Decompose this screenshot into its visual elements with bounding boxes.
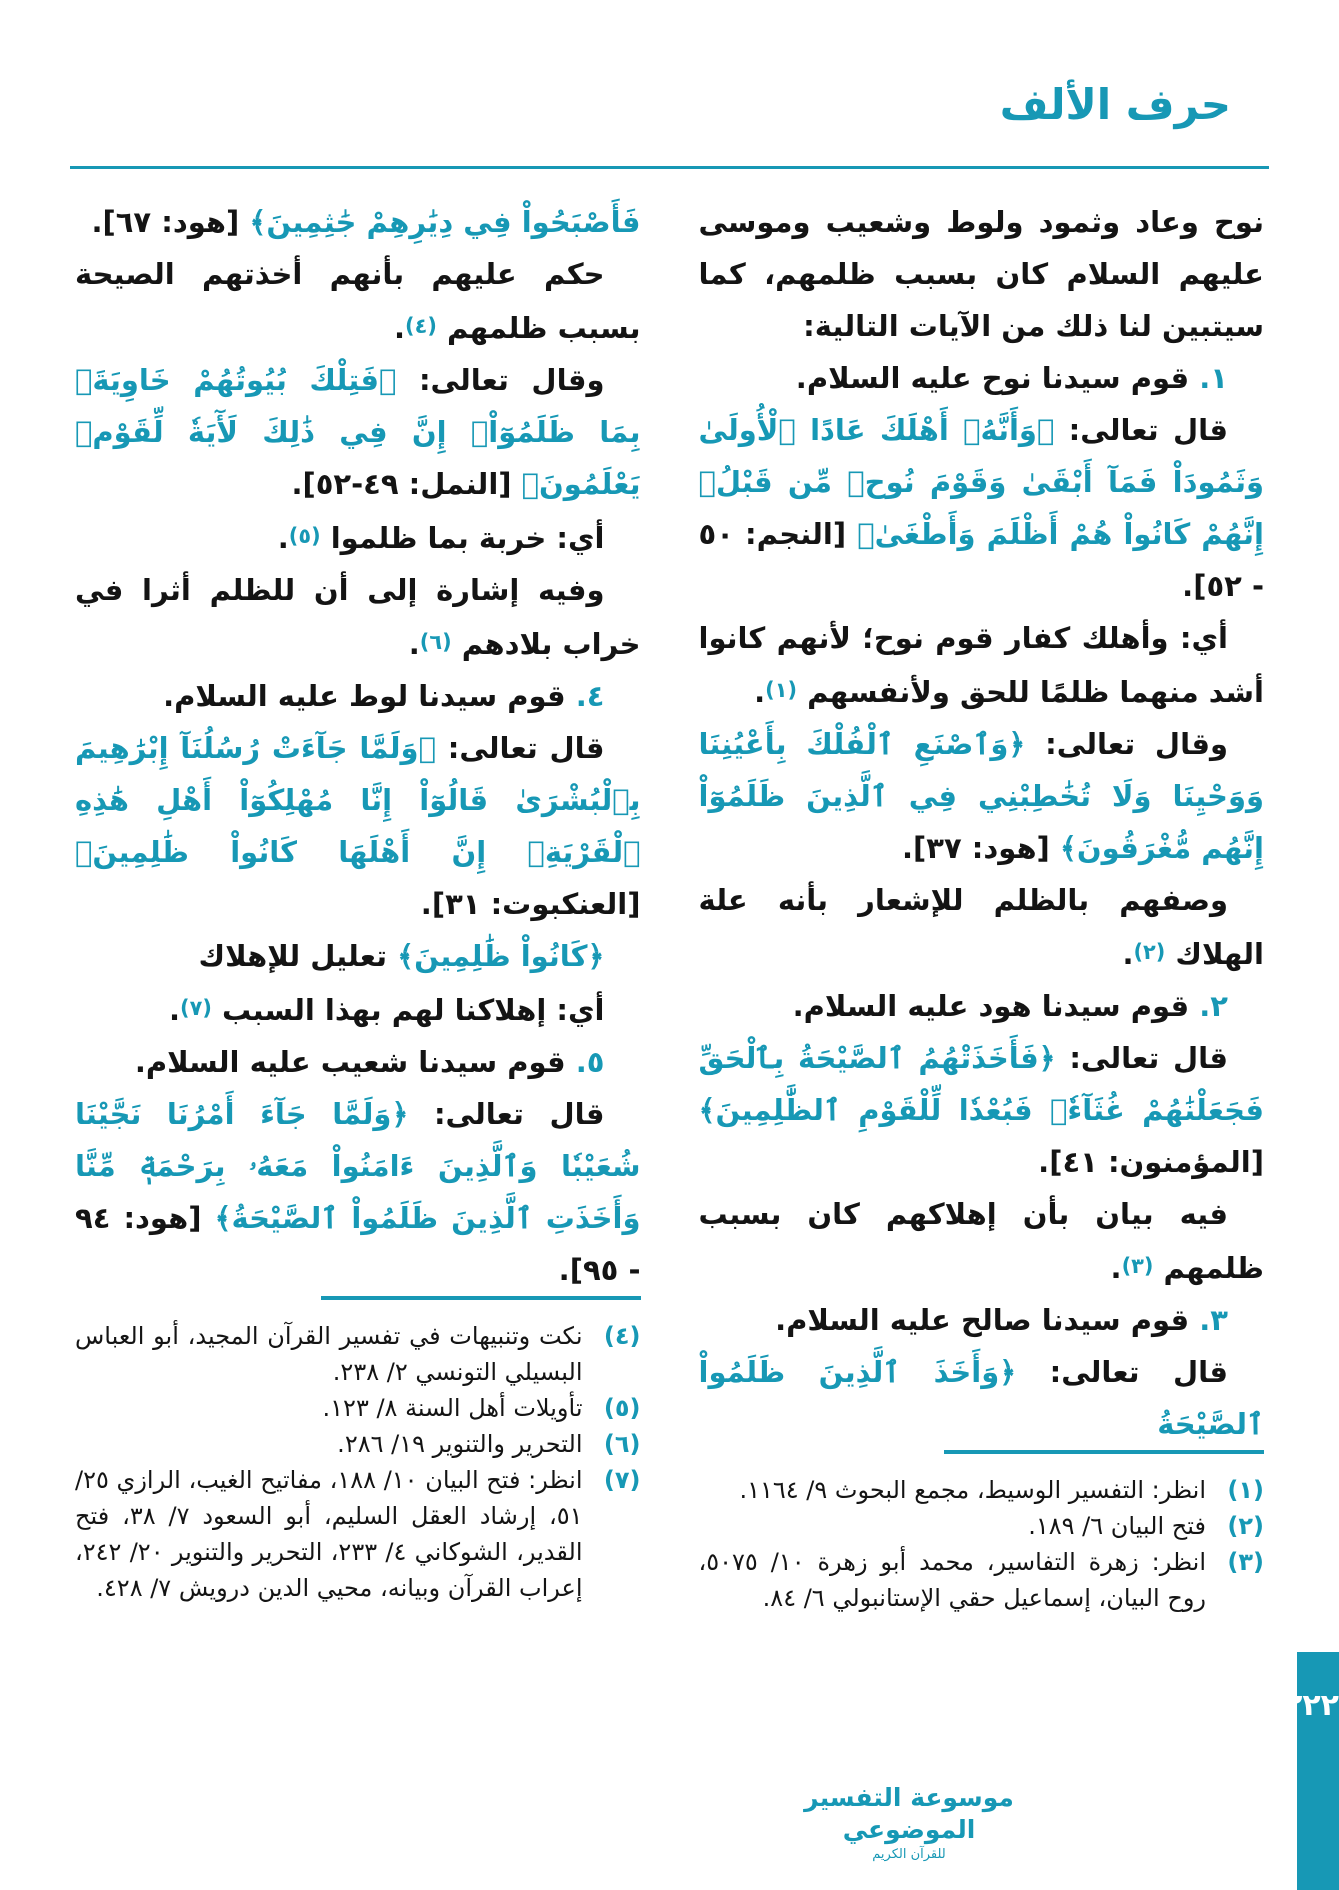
- heading-number: ١.: [1189, 361, 1228, 395]
- right-column: [698, 196, 1265, 1612]
- footnote-item: [699, 1472, 1265, 1508]
- publisher-logo: [799, 1782, 1019, 1864]
- text: .: [394, 311, 406, 345]
- quran-verse: ﴿كَانُواْ ظَٰلِمِينَ﴾: [397, 939, 605, 973]
- heading-number: ٥.: [565, 1045, 605, 1079]
- text: [النجم: ٥٠ - ٥٢].: [698, 517, 1264, 603]
- section-heading: [699, 980, 1265, 1032]
- paragraph: [699, 1032, 1265, 1188]
- footnote-number: (٥): [603, 1394, 641, 1422]
- footnote-number: (١): [1227, 1476, 1264, 1504]
- paragraph: [75, 722, 641, 930]
- footnote-item: [75, 1390, 641, 1426]
- quran-verse: فَأَصْبَحُواْ فِي دِيَٰرِهِمْ جَٰثِمِينَ﴾: [249, 205, 641, 239]
- quran-verse: ﴿وَلَمَّا جَآءَتْ رُسُلُنَآ إِبْرَٰهِيمَ بِٱلْبُشْرَىٰ قَالُوٓاْ إِنَّا مُهْلِكُوٓاْ أَهْلِ هَٰذِهِ ٱلْقَرْيَةِۖ إِنَّ أَهْلَهَا كَانُواْ ظَٰلِمِينَ﴾: [75, 731, 641, 869]
- footnote-list: [75, 1318, 641, 1606]
- footnote-number: (٦): [603, 1430, 641, 1458]
- footnote-ref: (٤): [405, 314, 437, 338]
- text: .: [408, 627, 420, 661]
- footnote-text: فتح البيان ٦/ ١٨٩.: [1028, 1512, 1206, 1540]
- heading-number: ٢.: [1189, 989, 1228, 1023]
- footnote-item: [75, 1426, 641, 1462]
- footnote-ref: (٧): [180, 996, 212, 1020]
- header-rule: [70, 166, 1269, 169]
- text: قوم سيدنا هود عليه السلام.: [792, 989, 1190, 1023]
- footnote-text: نكت وتنبيهات في تفسير القرآن المجيد، أبو العباس البسيلي التونسي ٢/ ٢٣٨.: [75, 1322, 583, 1386]
- footnote-ref: (٢): [1133, 940, 1166, 964]
- heading-number: ٤.: [565, 679, 605, 713]
- quran-verse: ﴿وَأَخَذَ ٱلَّذِينَ ظَلَمُواْ ٱلصَّيْحَةُ: [698, 1355, 1264, 1441]
- publisher-logo-subtitle: للقرآن الكريم: [872, 1847, 946, 1862]
- text: قوم سيدنا صالح عليه السلام.: [775, 1303, 1190, 1337]
- paragraph: [75, 1088, 641, 1296]
- text: قال تعالى:: [408, 1097, 605, 1131]
- text: [هود: ٣٧].: [902, 831, 1060, 865]
- footnote-number: (٤): [603, 1322, 641, 1350]
- heading-number: ٣.: [1189, 1303, 1228, 1337]
- text: أي: وأهلك كفار قوم نوح؛ لأنهم كانوا أشد منهما ظلمًا للحق ولأنفسهم: [698, 621, 1264, 709]
- right-column-text: [699, 196, 1265, 1450]
- footnote-item: [699, 1544, 1265, 1616]
- paragraph: [75, 510, 641, 564]
- text: نوح وعاد وثمود ولوط وشعيب وموسى عليهم السلام كان بسبب ظلمهم، كما سيتبين لنا ذلك من الآيات التالية:: [698, 205, 1264, 343]
- paragraph: [699, 404, 1265, 612]
- footnote-separator: [321, 1296, 641, 1300]
- paragraph: [75, 982, 641, 1036]
- paragraph: [75, 196, 641, 248]
- text: قال تعالى:: [1016, 1355, 1228, 1389]
- text: [هود: ٦٧].: [91, 205, 250, 239]
- text: .: [1122, 937, 1134, 971]
- footnote-number: (٣): [1227, 1548, 1264, 1576]
- quran-verse: ﴿وَٱصْنَعِ ٱلْفُلْكَ بِأَعْيُنِنَا وَوَحْيِنَا وَلَا تُخَٰطِبْنِي فِي ٱلَّذِينَ ظَلَمُوٓاْ إِنَّهُم مُّغْرَقُونَ﴾: [698, 727, 1264, 865]
- text: [المؤمنون: ٤١].: [1038, 1145, 1264, 1179]
- text: فيه بيان بأن إهلاكهم كان بسبب ظلمهم: [698, 1197, 1264, 1285]
- paragraph: [699, 718, 1265, 874]
- text: وفيه إشارة إلى أن للظلم أثرا في خراب بلادهم: [75, 573, 641, 661]
- footnote-text: تأويلات أهل السنة ٨/ ١٢٣.: [322, 1394, 583, 1422]
- right-footnotes: [699, 1450, 1265, 1616]
- text: .: [1110, 1251, 1122, 1285]
- page-content: [75, 196, 1264, 1612]
- text: .: [168, 993, 181, 1027]
- text: قال تعالى:: [435, 731, 605, 765]
- footnote-number: (٢): [1227, 1512, 1264, 1540]
- footnote-text: التحرير والتنوير ١٩/ ٢٨٦.: [337, 1430, 583, 1458]
- left-column-text: [75, 196, 641, 1296]
- text: قال تعالى:: [1055, 1041, 1228, 1075]
- footnote-list: [699, 1472, 1265, 1616]
- text: [هود: ٩٤ - ٩٥].: [75, 1201, 641, 1287]
- page-number-strip: [1284, 1652, 1339, 1890]
- paragraph: [75, 564, 641, 670]
- paragraph: [699, 196, 1265, 352]
- text: وقال تعالى:: [396, 363, 605, 397]
- section-heading: [75, 1036, 641, 1088]
- text: .: [277, 521, 289, 555]
- quran-verse: ﴿فَتِلْكَ بُيُوتُهُمْ خَاوِيَةَۢ بِمَا ظَلَمُوٓاْۚ إِنَّ فِي ذَٰلِكَ لَأٓيَةٗ لِّقَوْمٖ يَعْلَمُونَ﴾: [75, 363, 641, 501]
- text: قوم سيدنا لوط عليه السلام.: [163, 679, 566, 713]
- text: [النمل: ٤٩-٥٢].: [291, 467, 522, 501]
- footnote-text: انظر: زهرة التفاسير، محمد أبو زهرة ١٠/ ٥٠٧٥، روح البيان، إسماعيل حقي الإستانبولي ٦/ ٨٤.: [698, 1548, 1207, 1612]
- text: أي: خربة بما ظلموا: [320, 521, 605, 555]
- left-column: [75, 196, 641, 1602]
- paragraph: [75, 354, 641, 510]
- footnote-number: (٧): [603, 1466, 641, 1494]
- paragraph: [699, 1188, 1265, 1294]
- text: وصفهم بالظلم للإشعار بأنه علة الهلاك: [698, 883, 1264, 971]
- paragraph: [699, 1346, 1265, 1450]
- footnote-item: [75, 1462, 641, 1606]
- paragraph: [699, 612, 1265, 718]
- footnote-text: انظر: فتح البيان ١٠/ ١٨٨، مفاتيح الغيب، الرازي ٢٥/ ٥١، إرشاد العقل السليم، أبو السعود ٧/ ٣٨، فتح القدير، الشوكاني ٤/ ٢٣٣، التحرير والتنوير ٢٠/ ٢٤٢، إعراب القرآن وبيانه، محيي الدين درويش ٧/ ٤٢٨.: [75, 1466, 583, 1602]
- footnote-separator: [944, 1450, 1264, 1454]
- page-number: ٢٢٢: [1284, 1688, 1339, 1723]
- text: حكم عليهم بأنهم أخذتهم الصيحة بسبب ظلمهم: [75, 257, 641, 345]
- text: قال تعالى:: [1054, 413, 1228, 447]
- paragraph: [75, 930, 641, 982]
- text: قوم سيدنا نوح عليه السلام.: [795, 361, 1190, 395]
- quran-verse: ﴿وَأَنَّهُۥ أَهْلَكَ عَادًا ٱلْأُولَىٰ وَثَمُودَاْ فَمَآ أَبْقَىٰ وَقَوْمَ نُوحٖ مِّن قَبْلُۖ إِنَّهُمْ كَانُواْ هُمْ أَظْلَمَ وَأَطْغَىٰ﴾: [698, 413, 1264, 551]
- text: [العنكبوت: ٣١].: [420, 887, 641, 921]
- text: وقال تعالى:: [1025, 727, 1228, 761]
- footnote-item: [75, 1318, 641, 1390]
- footnote-ref: (٣): [1121, 1254, 1154, 1278]
- quran-verse: ﴿فَأَخَذَتْهُمُ ٱلصَّيْحَةُ بِٱلْحَقِّ فَجَعَلْنَٰهُمْ غُثَآءٗۚ فَبُعْدٗا لِّلْقَوْمِ ٱلظَّٰلِمِينَ﴾: [698, 1041, 1264, 1127]
- left-footnotes: [75, 1296, 641, 1606]
- section-heading: [75, 670, 641, 722]
- text: أي: إهلاكنا لهم بهذا السبب: [211, 993, 605, 1027]
- paragraph: [699, 874, 1265, 980]
- footnote-text: انظر: التفسير الوسيط، مجمع البحوث ٩/ ١١٦٤.: [739, 1476, 1206, 1504]
- text: قوم سيدنا شعيب عليه السلام.: [134, 1045, 566, 1079]
- text: .: [754, 675, 766, 709]
- paragraph: [75, 248, 641, 354]
- footnote-ref: (١): [765, 678, 797, 702]
- text: تعليل للإهلاك: [198, 939, 398, 973]
- chapter-title: حرف الألف: [999, 80, 1231, 129]
- section-heading: [699, 352, 1265, 404]
- publisher-logo-title: موسوعة التفسير الموضوعي: [804, 1783, 1014, 1844]
- section-heading: [699, 1294, 1265, 1346]
- quran-verse: ﴿وَلَمَّا جَآءَ أَمْرُنَا نَجَّيْنَا شُعَيْبٗا وَٱلَّذِينَ ءَامَنُواْ مَعَهُۥ بِرَحْمَةٖ مِّنَّا وَأَخَذَتِ ٱلَّذِينَ ظَلَمُواْ ٱلصَّيْحَةُ﴾: [75, 1097, 641, 1235]
- footnote-ref: (٦): [419, 630, 452, 654]
- footnote-ref: (٥): [288, 524, 321, 548]
- footnote-item: [699, 1508, 1265, 1544]
